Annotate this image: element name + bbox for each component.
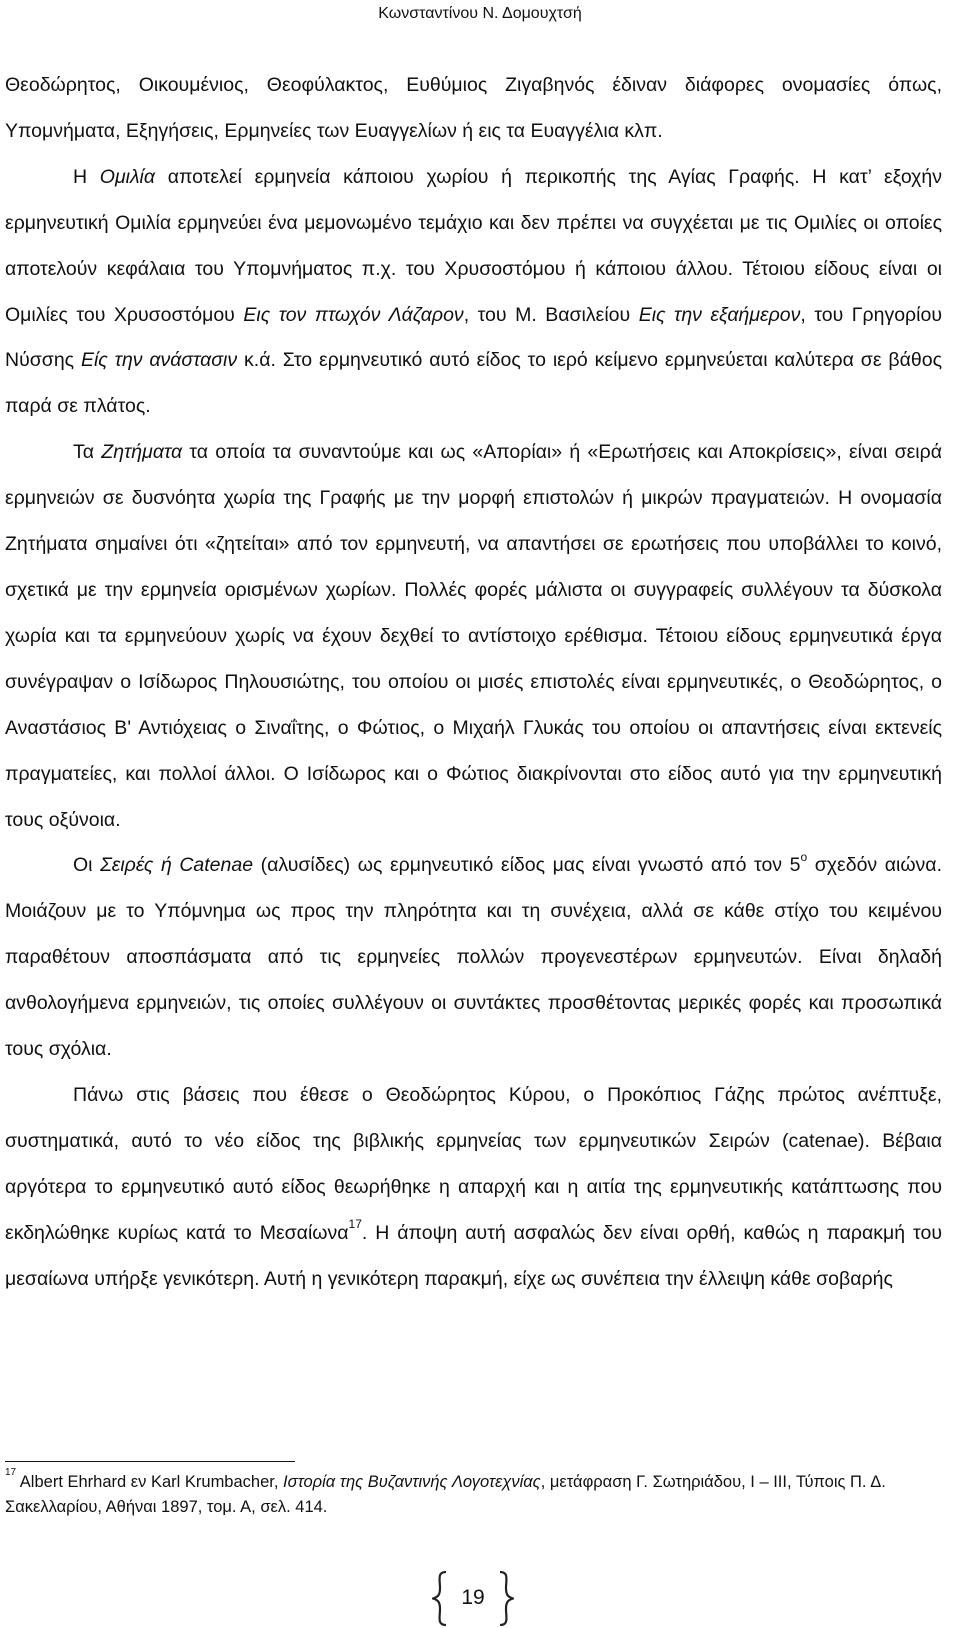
right-brace-icon [498, 1571, 514, 1626]
text-run: (αλυσίδες) ως ερμηνευτικό είδος μας είναι γνωστό από τον 5 [253, 854, 801, 877]
work-title: Εις την εξαήμερον [638, 303, 801, 326]
text-run: Albert Ehrhard εν Karl Krumbacher, [16, 1473, 284, 1491]
term-questions: Ζητήματα [101, 441, 183, 464]
footnote [5, 1466, 942, 1520]
page-footer [432, 1571, 514, 1626]
page-number: 19 [461, 1586, 485, 1609]
text-run: αποτελεί ερμηνεία κάποιου χωρίου ή περικοπής της Αγίας Γραφής. Η κατ’ εξοχήν ερμηνευτική Ομιλία ερμηνεύει ένα μεμονωμένο τεμάχιο και δεν πρέπει να συγχέεται με τις Ομιλίες οι οποίες αποτελούν κεφάλαια του Υπομνήματος π.χ. του Χρυσοστόμου ή κάποιου άλλου. Τέτοιου είδους είναι οι Ομιλίες του Χρυσοστόμου [5, 165, 942, 326]
paragraph-commentaries: Θεοδώρητος, Οικουμένιος, Θεοφύλακτος, Ευθύμιος Ζιγαβηνός έδιναν διάφορες ονομασίες όπως, Υπομνήματα, Εξηγήσεις, Ερμηνείες των Ευαγγελίων ή εις τα Ευαγγέλια κλπ. [5, 74, 942, 142]
main-text [5, 63, 942, 1302]
term-homily: Ομιλία [99, 165, 156, 188]
footnote-number: 17 [5, 1466, 17, 1478]
text-run: τα οποία τα συναντούμε και ως «Απορίαι» ή «Ερωτήσεις και Αποκρίσεις», είναι σειρά ερμηνειών σε δυσνόητα χωρία της Γραφής με την μορφή επιστολών ή μικρών πραγματειών. Η ονομασία Ζητήματα σημαίνει ότι «ζητείται» από τον ερμηνευτή, να απαντήσει σε ερωτήσεις που υποβάλλει το κοινό, σχετικά με την ερμηνεία ορισμένων χωρίων. Πολλές φορές μάλιστα οι συγγραφείς συλλέγουν τα δύσκολα χωρία και τα ερμηνεύουν χωρίς να έχουν δεχθεί το αντίστοιχο ερέθισμα. Τέτοιου είδους ερμηνευτικά έργα συνέγραψαν ο Ισίδωρος Πηλουσιώτης, του οποίου οι μισές επιστολές είναι ερμηνευτικές, ο Θεοδώρητος, ο Αναστάσιος Β' Αντιόχειας ο Σιναΐτης, ο Φώτιος, ο Μιχαήλ Γλυκάς του οποίου οι απαντήσεις είναι εκτενείς πραγματείες, και πολλοί άλλοι. Ο Ισίδωρος και ο Φώτιος διακρίνονται στο είδος αυτό για την ερμηνευτική τους οξύνοια. [5, 441, 942, 831]
work-title: Είς την ανάστασιν [80, 349, 238, 372]
paragraph-questions [5, 430, 942, 843]
text-run: . Η άποψη αυτή ασφαλώς δεν είναι ορθή, καθώς η παρακμή του μεσαίωνα υπήρξε γενικότερη. Αυτή η γενικότερη παρακμή, είχε ως συνέπεια την έλλειψη κάθε σοβαρής [5, 1221, 942, 1290]
footnote-reference[interactable]: 17 [348, 1217, 362, 1232]
text-run: Η [73, 165, 100, 188]
text-run: Οι [73, 854, 101, 877]
text-run: , του Γρηγορίου Νύσσης [5, 303, 942, 372]
text-run: κ.ά. Στο ερμηνευτικό αυτό είδος το ιερό κείμενο ερμηνεύεται καλύτερα σε βάθος παρά σε πλάτος. [5, 349, 942, 418]
text-run: , μετάφραση Γ. Σωτηριάδου, Ι – ΙΙΙ, Τύποις Π. Δ. Σακελλαρίου, Αθήναι 1897, τομ. Α, σελ. 414. [5, 1473, 886, 1516]
text-run: σχεδόν αιώνα. Μοιάζουν με το Υπόμνημα ως προς την πληρότητα και τη συνέχεια, αλλά σε κάθε στίχο του κειμένου παραθέτουν αποσπάσματα από τις ερμηνείες πολλών προγενεστέρων ερμηνευτών. Είναι δηλαδή ανθολογήμενα ερμηνειών, τις οποίες συλλέγουν οι συντάκτες προσθέτοντας μερικές φορές και προσωπικά τους σχόλια. [5, 854, 943, 1061]
term-catenae: Σειρές ή Catenae [100, 854, 254, 877]
text-run: , του Μ. Βασιλείου [463, 303, 639, 326]
running-header: Κωνσταντίνου Ν. Δομουχτσή [378, 5, 582, 22]
paragraph-procopius [5, 1073, 942, 1303]
paragraph-catenae [5, 843, 942, 1073]
left-brace-icon [432, 1571, 448, 1626]
paragraph-homily [5, 155, 942, 430]
book-title: Ιστορία της Βυζαντινής Λογοτεχνίας [283, 1473, 541, 1491]
work-title: Εις τον πτωχόν Λάζαρον [243, 303, 464, 326]
text-run: Πάνω στις βάσεις που έθεσε ο Θεοδώρητος Κύρου, ο Προκόπιος Γάζης πρώτος ανέπτυξε, συστηματικά, αυτό το νέο είδος της βιβλικής ερμηνείας των ερμηνευτικών Σειρών (catenae). Βέβαια αργότερα το ερμηνευτικό αυτό είδος θεωρήθηκε η απαρχή και η αιτία της ερμηνευτικής κατάπτωσης που εκδηλώθηκε κυρίως κατά το Μεσαίωνα [5, 1083, 942, 1244]
superscript: ο [800, 849, 808, 864]
text-run: Τα [73, 441, 102, 464]
footnote-separator [5, 1461, 295, 1462]
